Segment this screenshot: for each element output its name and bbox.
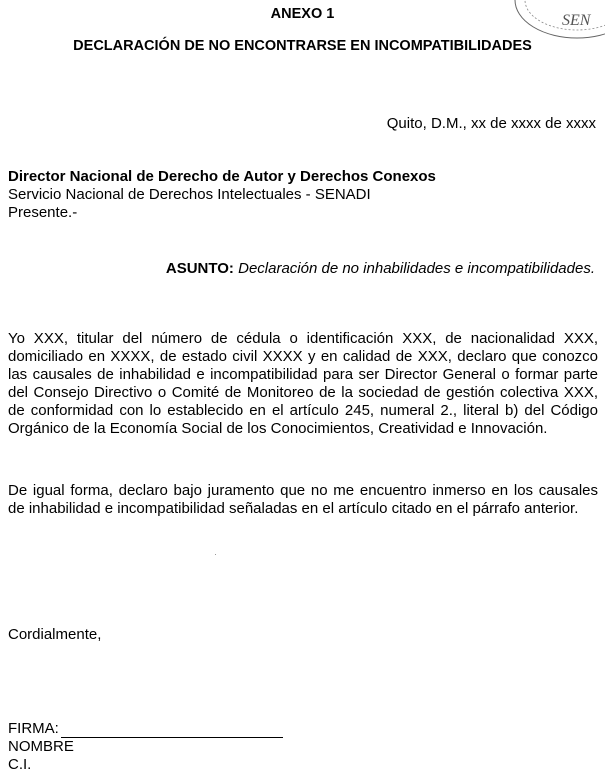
signature-line xyxy=(61,723,283,738)
place-date: Quito, D.M., xx de xxxx de xxxx xyxy=(386,115,596,132)
document-title: DECLARACIÓN DE NO ENCONTRARSE EN INCOMPATIBILIDADES xyxy=(73,38,532,54)
subject-label: ASUNTO: xyxy=(165,260,234,277)
nombre-label: NOMBRE xyxy=(8,738,74,755)
recipient-institution: Servicio Nacional de Derechos Intelectuales - SENADI xyxy=(8,186,371,203)
ci-label: C.I. xyxy=(8,756,32,773)
subject-text: Declaración de no inhabilidades e incompatibilidades. xyxy=(233,260,595,277)
svg-text:SEN: SEN xyxy=(562,12,591,29)
body-paragraph-2: De igual forma, declaro bajo juramento que no me encuentro inmerso en los causales de inhabilidad e incompatibilidad señaladas en el artículo citado en el párrafo anterior. xyxy=(8,482,598,517)
annex-heading: ANEXO 1 xyxy=(270,6,335,22)
subject-line xyxy=(166,260,595,277)
recipient-greeting: Presente.- xyxy=(8,204,78,221)
recipient-name: Director Nacional de Derecho de Autor y Derechos Conexos xyxy=(8,168,436,185)
firma-label: FIRMA: xyxy=(8,720,59,737)
closing-salutation: Cordialmente, xyxy=(8,626,102,643)
firma-row xyxy=(8,720,283,738)
scan-speck xyxy=(215,554,216,555)
body-paragraph-1: Yo XXX, titular del número de cédula o identificación XXX, de nacionalidad XXX, domiciliado en XXXX, de estado civil XXXX y en calidad de XXX, declaro que conozco las causales de inhabilidad e incompatibilidad para ser Director General o formar parte del Consejo Directivo o Comité de Monitoreo de la sociedad de gestión colectiva XXX, de conformidad con lo establecido en el artículo 245, numeral 2., literal b) del Código Orgánico de la Economía Social de los Conocimientos, Creatividad e Innovación. xyxy=(8,330,598,437)
recipient-block xyxy=(8,168,436,222)
signature-block xyxy=(8,720,283,774)
